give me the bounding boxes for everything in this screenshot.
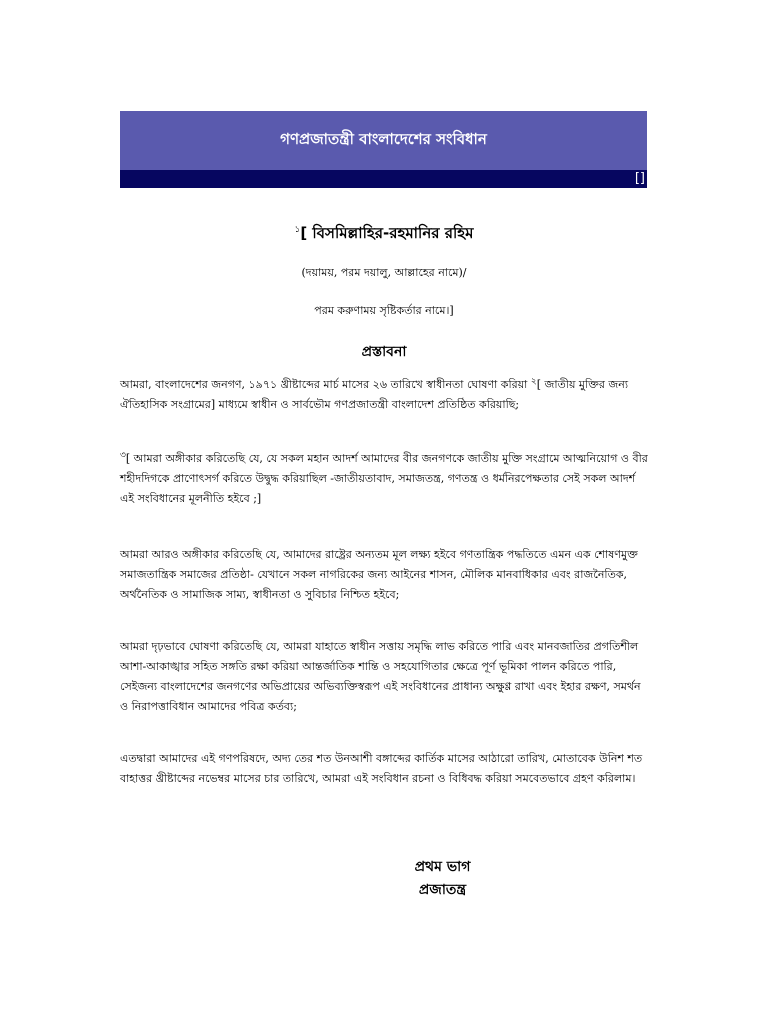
banner-bottom-bar — [120, 170, 647, 188]
document-title: গণপ্রজাতন্ত্রী বাংলাদেশের সংবিধান — [280, 130, 487, 148]
part-title: প্রজাতন্ত্র — [418, 882, 467, 898]
banner-top-bar — [120, 111, 647, 170]
invocation-line-2: পরম করুণাময় সৃষ্টিকর্তার নামে।] — [314, 304, 454, 317]
title-banner — [120, 111, 647, 188]
invocation-line-1: (দয়াময়, পরম দয়ালু, আল্লাহের নামে)/ — [301, 266, 467, 279]
preamble-paragraph-1 — [120, 375, 650, 415]
preamble-heading: প্রস্তাবনা — [361, 344, 407, 360]
part-label: প্রথম ভাগ — [414, 859, 471, 875]
preamble-paragraph-3: আমরা আরও অঙ্গীকার করিতেছি যে, আমাদের রাষ্ট্রের অন্যতম মূল লক্ষ্য হইবে গণতান্ত্রিক পদ্ধতিতে এমন এক শোষণমুক্ত সমাজতান্ত্রিক সমাজের প্রতিষ্ঠা- যেখানে সকল নাগরিকের জন্য আইনের শাসন, মৌলিক মানবাধিকার এবং রাজনৈতিক, অর্থনৈতিক ও সামাজিক সাম্য, স্বাধীনতা ও সুবিচার নিশ্চিত হইবে; — [120, 548, 638, 601]
preamble-paragraph-4: আমরা দৃঢ়ভাবে ঘোষণা করিতেছি যে, আমরা যাহাতে স্বাধীন সত্তায় সমৃদ্ধি লাভ করিতে পারি এবং মানবজাতির প্রগতিশীল আশা-আকাঙ্খার সহিত সঙ্গতি রক্ষা করিয়া আন্তর্জাতিক শান্তি ও সহযোগিতার ক্ষেত্রে পূর্ণ ভূমিকা পালন করিতে পারি, সেইজন্য বাংলাদেশের জনগণের অভিপ্রায়ের অভিব্যক্তিস্বরূপ এই সংবিধানের প্রাধান্য অক্ষুণ্ণ রাখা এবং ইহার রক্ষণ, সমর্থন ও নিরাপত্তাবিধান আমাদের পবিত্র কর্তব্য; — [120, 640, 641, 713]
preamble-paragraph-2 — [120, 449, 650, 509]
footnote-marker-3[interactable]: ৩ — [120, 450, 126, 461]
footnote-marker-2[interactable]: ২ — [530, 376, 537, 387]
paragraph-1-text-b: [ জাতীয় মুক্তির জন্য ঐতিহাসিক সংগ্রামের] মাধ্যমে স্বাধীন ও সার্বভৌম গণপ্রজাতন্ত্রী বাংলাদেশ প্রতিষ্ঠিত করিয়াছি; — [120, 378, 629, 411]
paragraph-2-text: [ আমরা অঙ্গীকার করিতেছি যে, যে সকল মহান আদর্শ আমাদের বীর জনগণকে জাতীয় মুক্তি সংগ্রামে আত্মনিয়োগ ও বীর শহীদদিগকে প্রাণোৎসর্গ করিতে উদ্বুদ্ধ করিয়াছিল -জাতীয়তাবাদ, সমাজতন্ত্র, গণতন্ত্র ও ধর্মনিরপেক্ষতার সেই সকল আদর্শ এই সংবিধানের মূলনীতি হইবে ;] — [120, 452, 648, 505]
paragraph-1-text-a: আমরা, বাংলাদেশের জনগণ, ১৯৭১ খ্রীষ্টাব্দের মার্চ মাসের ২৬ তারিখে স্বাধীনতা ঘোষণা করিয়া — [120, 378, 531, 391]
banner-bracket-mark: [] — [634, 171, 645, 186]
bismillah-heading — [0, 222, 768, 247]
bismillah-text: [ বিসমিল্লাহির-রহমানির রহিম — [300, 224, 474, 242]
preamble-paragraph-5: এতদ্বারা আমাদের এই গণপরিষদে, অদ্য তের শত উনআশী বঙ্গাব্দের কার্তিক মাসের আঠারো তারিখ, মোতাবেক উনিশ শত বাহাত্তর খ্রীষ্টাব্দের নভেম্বর মাসের চার তারিখে, আমরা এই সংবিধান রচনা ও বিধিবদ্ধ করিয়া সমবেতভাবে গ্রহণ করিলাম। — [120, 752, 643, 785]
footnote-marker-1[interactable]: ১ — [294, 225, 301, 235]
